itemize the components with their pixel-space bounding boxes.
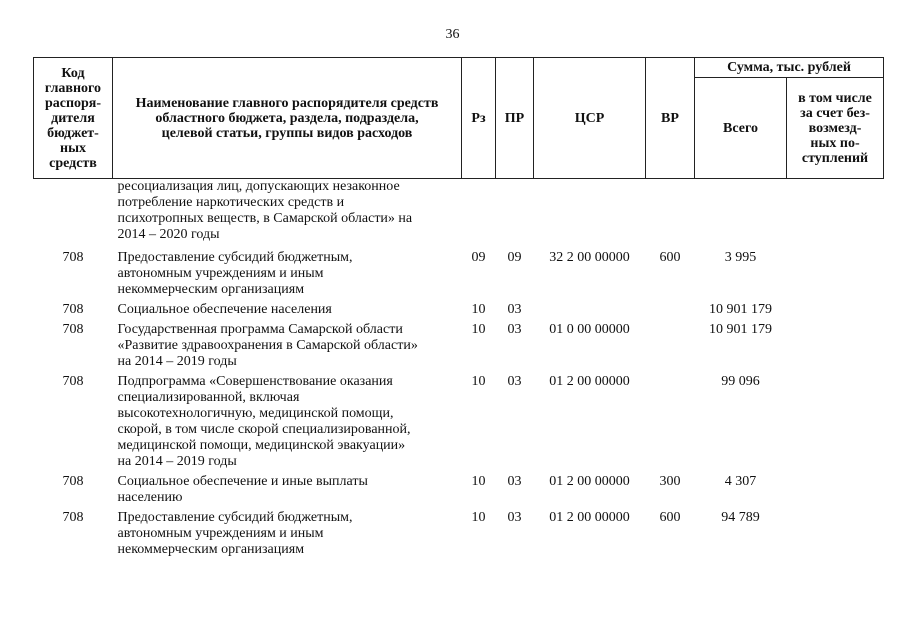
table-row <box>34 322 884 374</box>
table-row <box>34 510 884 562</box>
row-incl <box>787 474 884 510</box>
row-code: 708 <box>62 250 84 265</box>
row-vr: 300 <box>659 474 681 489</box>
row-rz: 10 <box>471 322 486 337</box>
header-incl: в том числе за счет без- возмезд- ных по- ступлений <box>787 78 884 179</box>
budget-table <box>33 57 884 562</box>
row-csr: 01 2 00 00000 <box>549 374 630 389</box>
row-code: 708 <box>62 510 84 525</box>
header-sum-group: Сумма, тыс. рублей <box>695 58 884 78</box>
row-name: Государственная программа Самарской области «Развитие здравоохранения в Самарской области» на 2014 – 2019 годы <box>117 322 418 369</box>
row-vr: 600 <box>659 510 681 525</box>
header-pr: ПР <box>496 58 534 179</box>
row-csr: 01 0 00 00000 <box>549 322 630 337</box>
row-rz: 10 <box>471 510 486 525</box>
table-row <box>34 474 884 510</box>
row-rz: 10 <box>471 302 486 317</box>
row-total: 99 096 <box>721 374 760 389</box>
row-csr: 01 2 00 00000 <box>549 474 630 489</box>
row-name: Социальное обеспечение и иные выплаты населению <box>117 474 368 505</box>
row-total: 4 307 <box>724 474 757 489</box>
header-code: Код главного распоря- дителя бюджет- ных средств <box>34 58 113 179</box>
table-row <box>34 374 884 474</box>
row-total: 10 901 179 <box>709 302 772 317</box>
row-code: 708 <box>62 474 84 489</box>
row-total: 3 995 <box>724 250 757 265</box>
row-rz: 10 <box>471 474 486 489</box>
continuation-row <box>34 179 884 251</box>
row-csr: 01 2 00 00000 <box>549 510 630 525</box>
row-code: 708 <box>62 374 84 389</box>
row-csr <box>534 302 646 322</box>
header-vr: ВР <box>646 58 695 179</box>
row-incl <box>787 510 884 562</box>
row-vr <box>646 302 695 322</box>
row-name: Предоставление субсидий бюджетным, автономным учреждениям и иным некоммерческим организациям <box>117 510 353 557</box>
page-number: 36 <box>445 27 460 42</box>
row-incl <box>787 322 884 374</box>
row-pr: 03 <box>507 322 522 337</box>
row-pr: 03 <box>507 374 522 389</box>
row-code: 708 <box>62 322 84 337</box>
row-pr: 03 <box>507 510 522 525</box>
row-vr <box>646 374 695 474</box>
header-name: Наименование главного распорядителя средств областного бюджета, раздела, подраздела, целевой статьи, группы видов расходов <box>113 58 462 179</box>
row-vr <box>646 322 695 374</box>
header-rz: Рз <box>462 58 496 179</box>
row-incl <box>787 302 884 322</box>
row-rz: 10 <box>471 374 486 389</box>
header-total: Всего <box>695 78 787 179</box>
continuation-text: ресоциализация лиц, допускающих незаконное потребление наркотических средств и психотропных веществ, в Самарской области» на 2014 – 2020 годы <box>117 179 413 242</box>
row-pr: 03 <box>507 474 522 489</box>
header-csr: ЦСР <box>534 58 646 179</box>
row-incl <box>787 250 884 302</box>
row-code: 708 <box>62 302 84 317</box>
row-rz: 09 <box>471 250 486 265</box>
row-csr: 32 2 00 00000 <box>549 250 630 265</box>
row-name: Подпрограмма «Совершенствование оказания специализированной, включая высокотехнологичную, медицинской помощи, скорой, в том числе скорой специализированной, медицинской помощи, медицинской эвакуации» на 2014 – 2019 годы <box>117 374 411 469</box>
row-vr: 600 <box>659 250 681 265</box>
row-pr: 03 <box>507 302 522 317</box>
table-row <box>34 250 884 302</box>
table-row <box>34 302 884 322</box>
row-total: 10 901 179 <box>709 322 772 337</box>
row-pr: 09 <box>507 250 522 265</box>
row-name: Социальное обеспечение населения <box>117 302 332 317</box>
row-total: 94 789 <box>721 510 760 525</box>
row-incl <box>787 374 884 474</box>
row-name: Предоставление субсидий бюджетным, автономным учреждениям и иным некоммерческим организациям <box>117 250 353 297</box>
